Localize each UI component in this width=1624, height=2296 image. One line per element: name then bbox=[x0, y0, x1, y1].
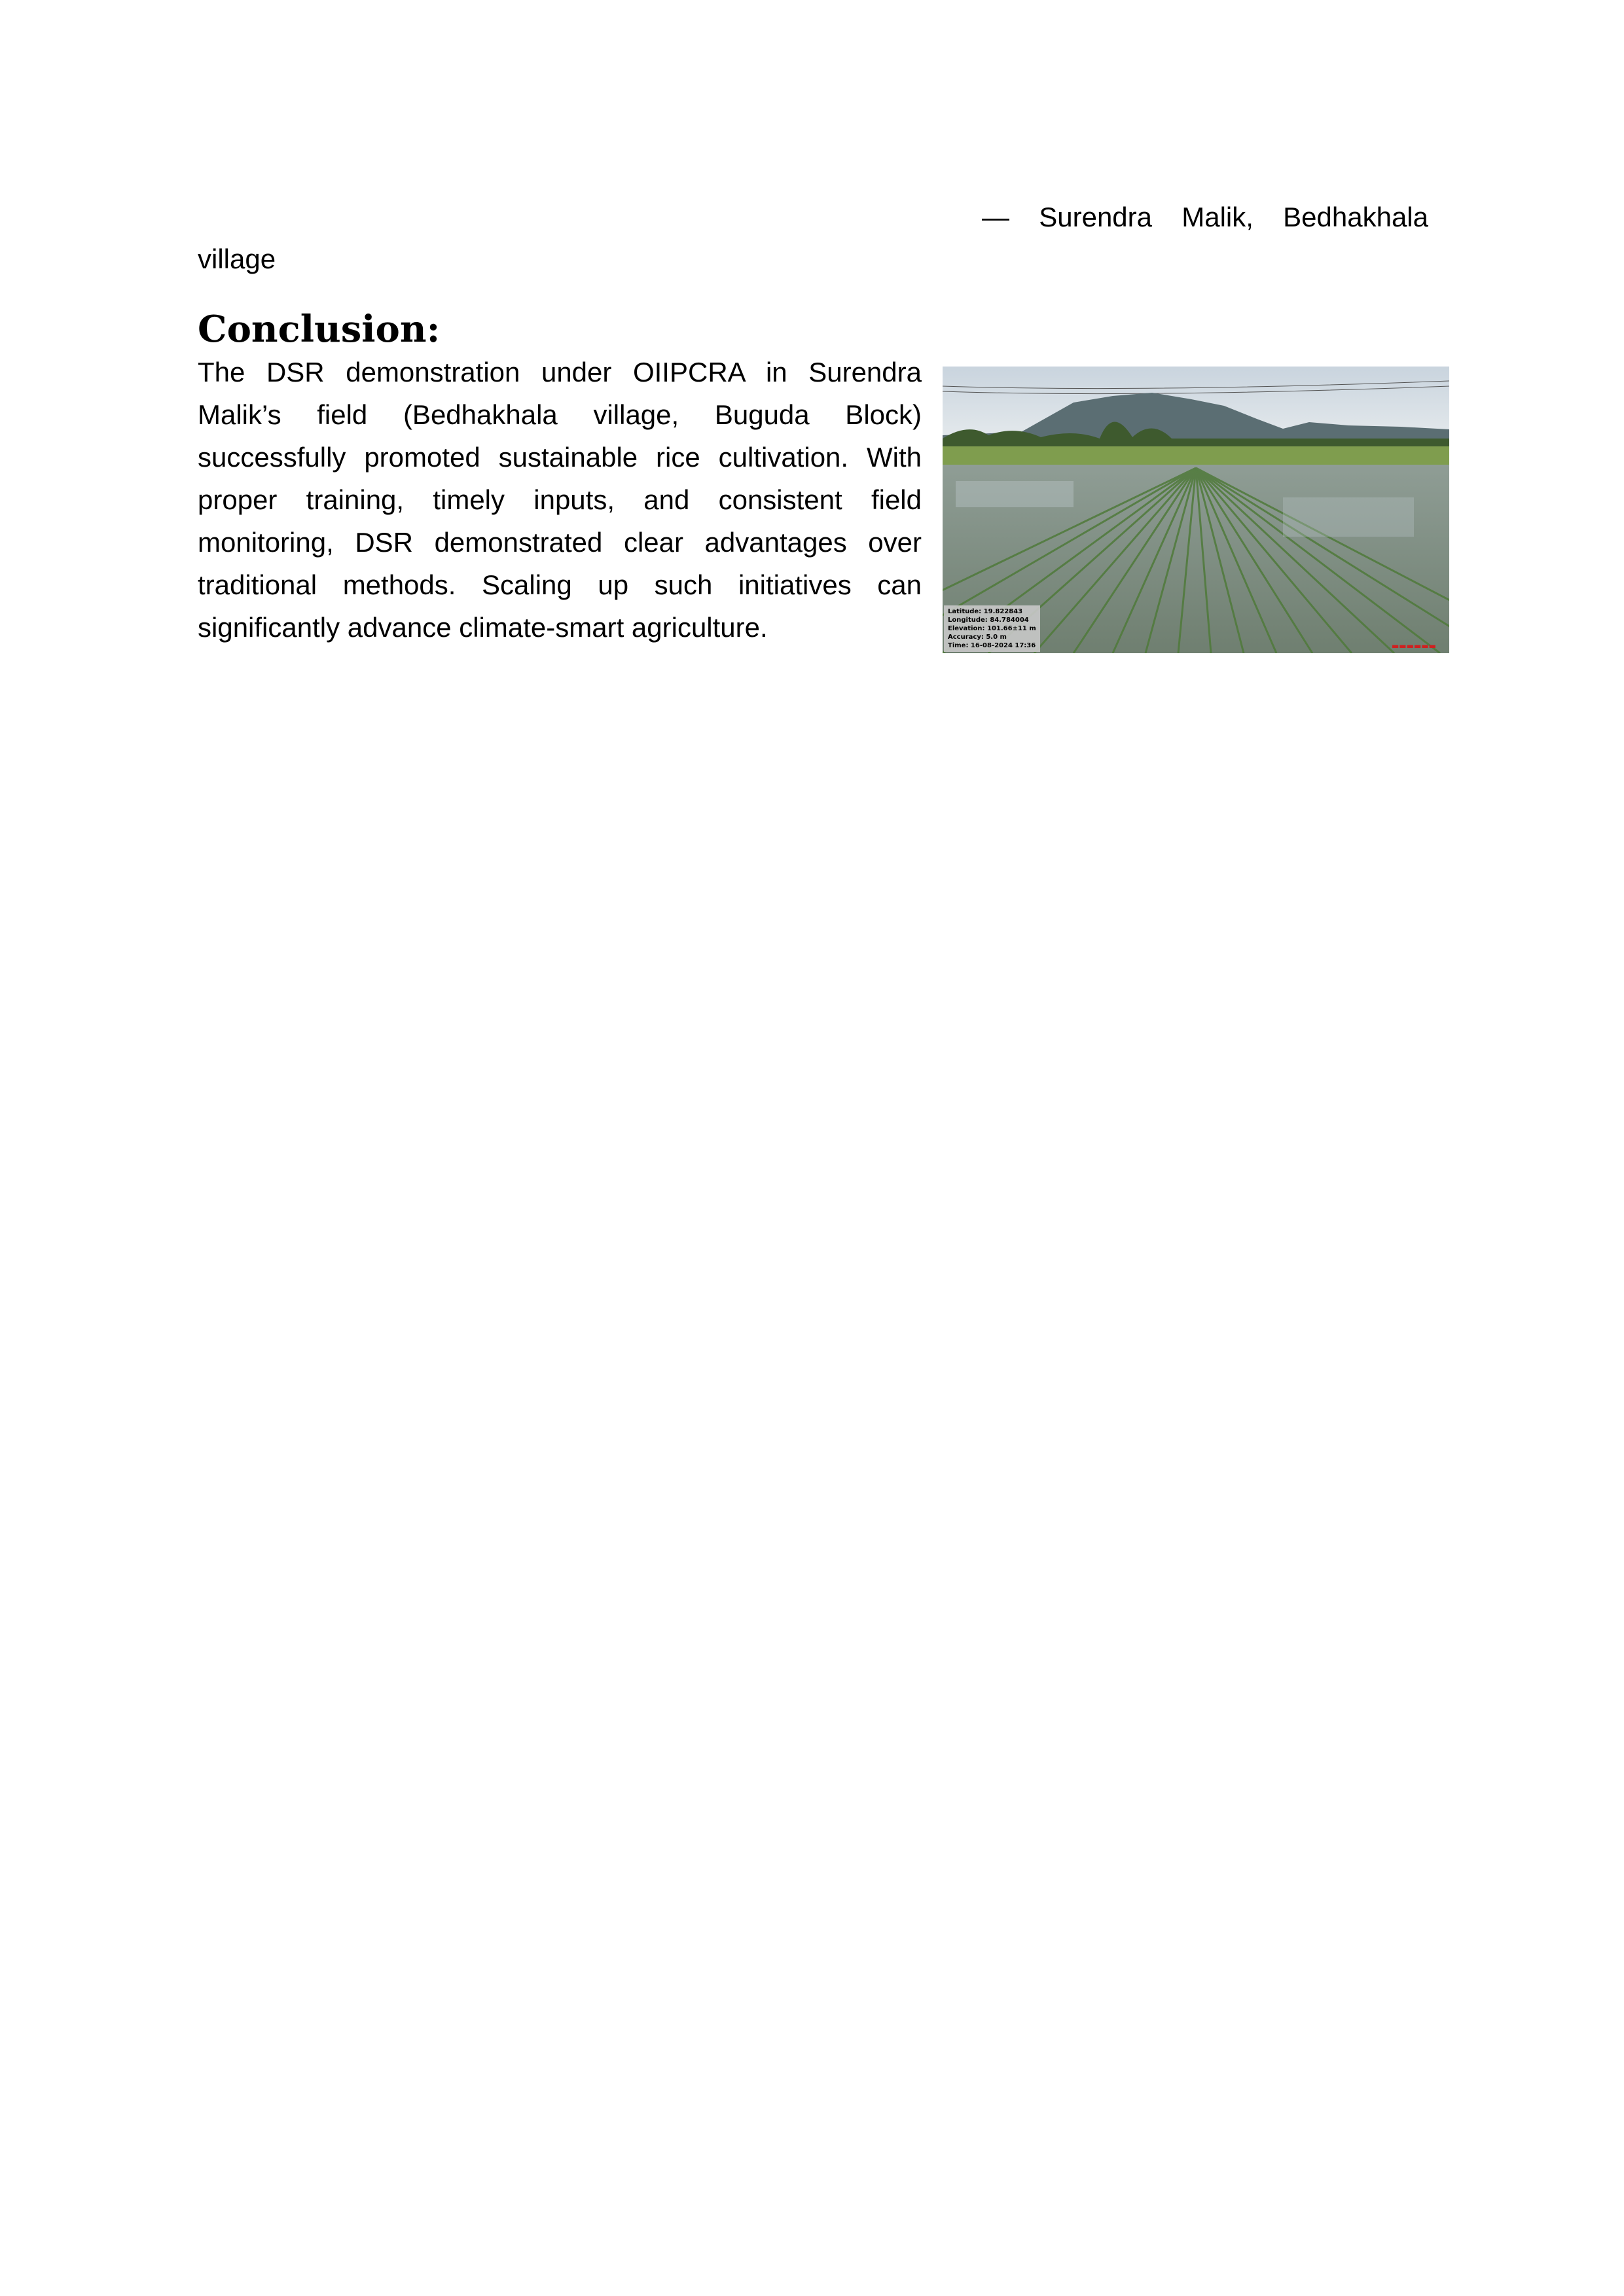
conclusion-heading: Conclusion: bbox=[198, 308, 441, 351]
geotag-time: Time: 16-08-2024 17:36 bbox=[948, 642, 1036, 649]
rice-field-photo bbox=[943, 367, 1449, 653]
attribution-line-2: village bbox=[198, 243, 276, 274]
geotag-elevation: Elevation: 101.66±11 m bbox=[948, 625, 1036, 632]
geotag-longitude: Longitude: 84.784004 bbox=[948, 617, 1029, 624]
geotag-latitude: Latitude: 19.822843 bbox=[948, 608, 1023, 615]
attribution bbox=[198, 196, 1428, 280]
photo-geotag bbox=[944, 605, 1040, 652]
geotag-accuracy: Accuracy: 5.0 m bbox=[948, 634, 1007, 641]
photo-credit-watermark: ▬▬▬▬▬▬ bbox=[1391, 641, 1436, 651]
attribution-line-1: — Surendra Malik, Bedhakhala bbox=[982, 202, 1428, 232]
conclusion-paragraph: The DSR demonstration under OIIPCRA in Surendra Malik’s field (Bedhakhala village, Buguda Block) successfully promoted sustainable rice cultivation. With proper training, timely inputs, and consistent field monitoring, DSR demonstrated clear advantages over traditional methods. Scaling up such initiatives can significantly advance climate-smart agriculture. bbox=[198, 357, 922, 643]
